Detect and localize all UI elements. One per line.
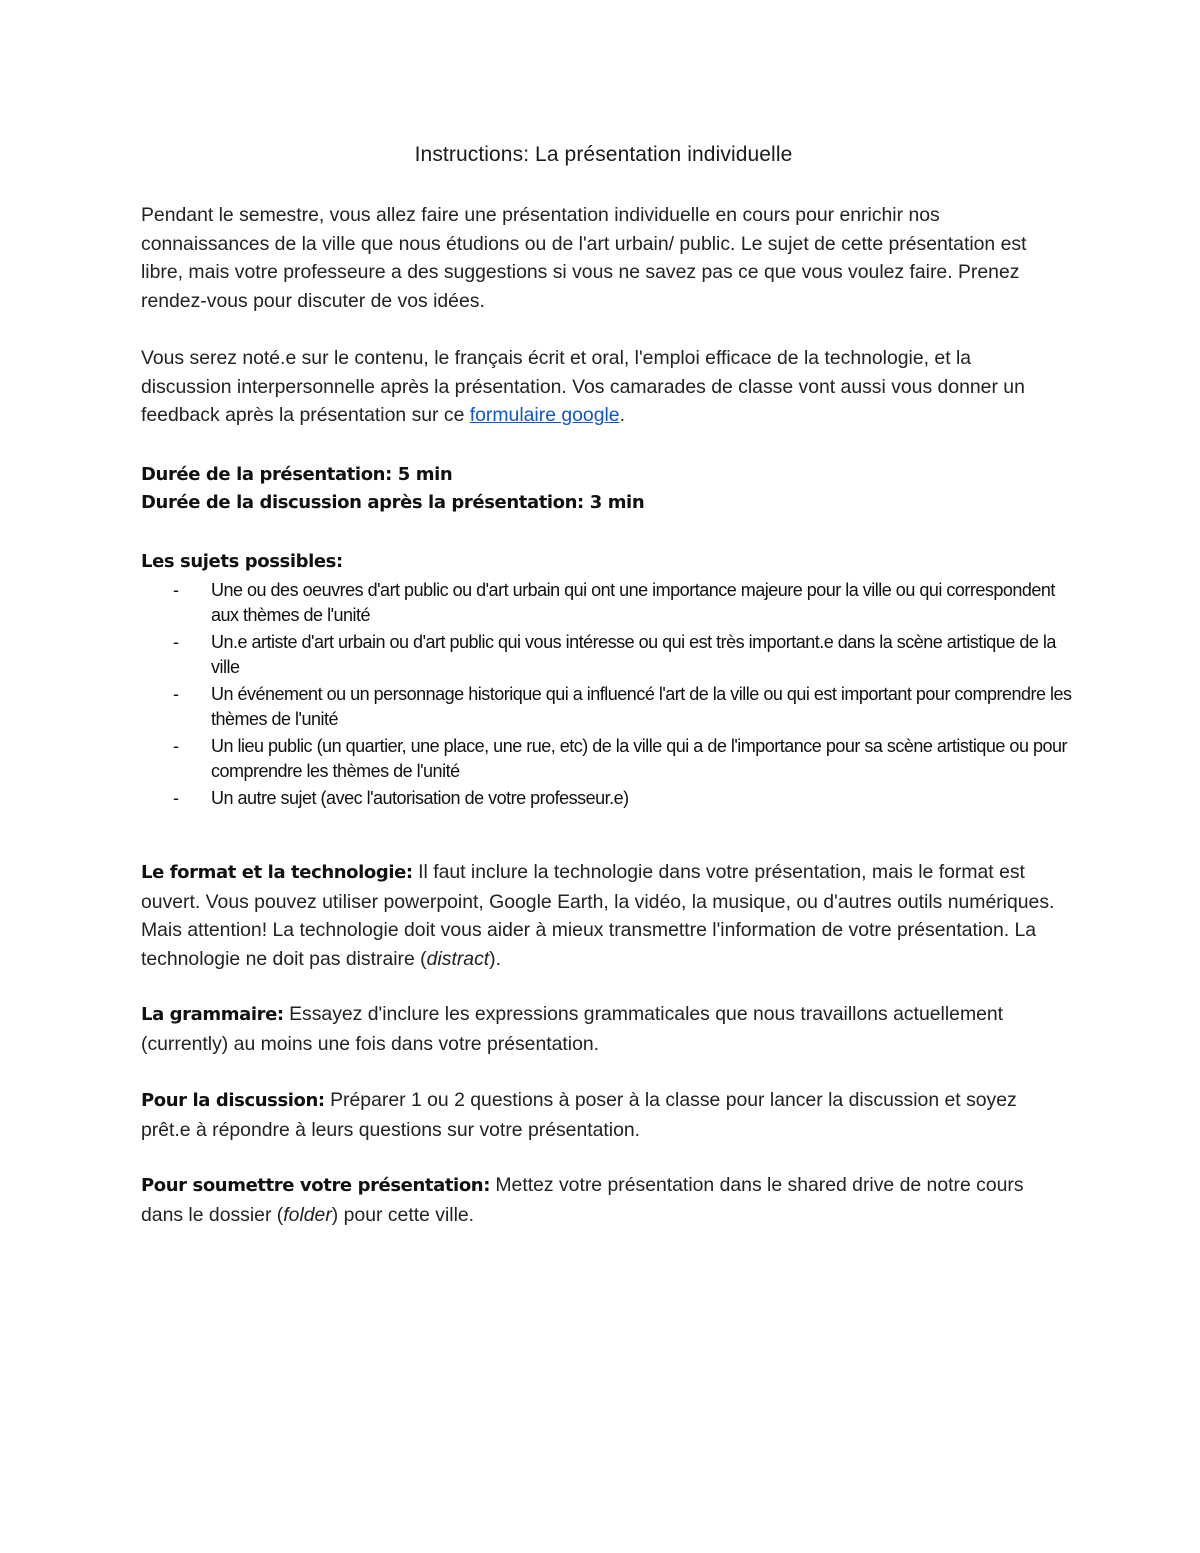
subjects-heading: Les sujets possibles: xyxy=(141,551,343,572)
grammar-paragraph xyxy=(141,1000,1056,1058)
submit-text: Mettez votre présentation dans le shared drive de notre cours dans le dossier ( xyxy=(141,1174,1024,1226)
submit-label: Pour soumettre votre présentation: xyxy=(141,1175,491,1196)
bullet-dash: - xyxy=(173,684,179,704)
discussion-text: Préparer 1 ou 2 questions à poser à la classe pour lancer la discussion et soyez prêt.e à répondre à leurs questions sur votre présentation. xyxy=(141,1089,1017,1141)
format-text-end: ). xyxy=(489,948,502,971)
format-paragraph xyxy=(141,858,1056,974)
discussion-label: Pour la discussion: xyxy=(141,1090,325,1111)
bullet-dash: - xyxy=(173,632,179,652)
list-item-text: Un.e artiste d'art urbain ou d'art public qui vous intéresse ou qui est très important.e dans la scène artistique de la ville xyxy=(211,632,1056,677)
discussion-duration: Durée de la discussion après la présentation: 3 min xyxy=(141,492,645,513)
grammar-label: La grammaire: xyxy=(141,1004,284,1025)
document-title: Instructions: La présentation individuelle xyxy=(414,143,793,166)
grading-paragraph xyxy=(141,344,1056,430)
format-label: Le format et la technologie: xyxy=(141,862,413,883)
discussion-paragraph xyxy=(141,1086,1056,1144)
submit-paragraph xyxy=(141,1171,1056,1229)
list-item xyxy=(173,786,1073,811)
submit-text-end: ) pour cette ville. xyxy=(331,1203,475,1226)
list-item xyxy=(173,734,1073,783)
intro-paragraph: Pendant le semestre, vous allez faire une présentation individuelle en cours pour enrichir nos connaissances de la ville que nous étudions ou de l'art urbain/ public. Le sujet de cette présentation est libre, mais votre professeure a des suggestions si vous ne savez pas ce que vous voulez faire. Prenez rendez-vous pour discuter de vos idées. xyxy=(141,204,1027,313)
grammar-text: Essayez d'inclure les expressions grammaticales que nous travaillons actuellement (currently) au moins une fois dans votre présentation. xyxy=(141,1003,1004,1055)
list-item-text: Un autre sujet (avec l'autorisation de votre professeur.e) xyxy=(211,788,629,808)
submit-italic: folder xyxy=(283,1203,332,1226)
list-item-text: Un lieu public (un quartier, une place, une rue, etc) de la ville qui a de l'importance pour sa scène artistique ou pour comprendre les thèmes de l'unité xyxy=(211,736,1067,781)
format-italic: distract xyxy=(426,948,490,971)
list-item xyxy=(173,682,1073,731)
grading-text-end: . xyxy=(619,404,625,427)
google-form-link[interactable]: formulaire google xyxy=(469,404,620,427)
bullet-dash: - xyxy=(173,788,179,808)
presentation-duration: Durée de la présentation: 5 min xyxy=(141,464,453,485)
format-text: Il faut inclure la technologie dans votre présentation, mais le format est ouvert. Vous pouvez utiliser powerpoint, Google Earth, la vidéo, la musique, ou d'autres outils numériques. Mais attention! La technologie doit vous aider à mieux transmettre l'information de votre présentation. La technologie ne doit pas distraire ( xyxy=(141,861,1055,971)
list-item xyxy=(173,630,1073,679)
list-item xyxy=(173,578,1073,627)
list-item-text: Un événement ou un personnage historique qui a influencé l'art de la ville ou qui est important pour comprendre les thèmes de l'unité xyxy=(211,684,1072,729)
bullet-dash: - xyxy=(173,736,179,756)
list-item-text: Une ou des oeuvres d'art public ou d'art urbain qui ont une importance majeure pour la ville ou qui correspondent aux thèmes de l'unité xyxy=(211,580,1055,625)
subjects-list xyxy=(173,578,1073,814)
grading-text: Vous serez noté.e sur le contenu, le français écrit et oral, l'emploi efficace de la technologie, et la discussion interpersonnelle après la présentation. Vos camarades de classe vont aussi vous donner un feedback après la présentation sur ce xyxy=(141,347,1025,427)
bullet-dash: - xyxy=(173,580,179,600)
